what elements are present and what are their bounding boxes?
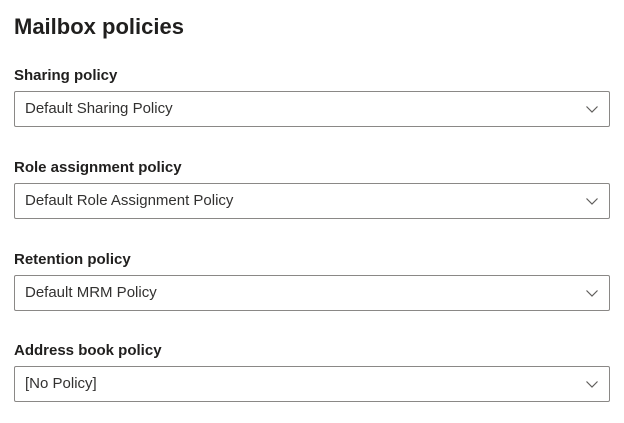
sharing-policy-label: Sharing policy	[14, 67, 118, 84]
role-assignment-policy-label: Role assignment policy	[14, 159, 182, 176]
retention-policy-label: Retention policy	[14, 251, 131, 268]
address-book-policy-value: [No Policy]	[25, 375, 97, 392]
role-assignment-policy-value: Default Role Assignment Policy	[25, 192, 234, 209]
address-book-policy-label: Address book policy	[14, 342, 162, 359]
chevron-down-icon	[585, 377, 599, 391]
chevron-down-icon	[585, 194, 599, 208]
retention-policy-value: Default MRM Policy	[25, 284, 157, 301]
sharing-policy-value: Default Sharing Policy	[25, 100, 173, 117]
page-title: Mailbox policies	[14, 14, 184, 39]
chevron-down-icon	[585, 102, 599, 116]
role-assignment-policy-dropdown[interactable]	[14, 183, 610, 219]
chevron-down-icon	[585, 286, 599, 300]
address-book-policy-dropdown[interactable]	[14, 366, 610, 402]
retention-policy-dropdown[interactable]	[14, 275, 610, 311]
sharing-policy-dropdown[interactable]	[14, 91, 610, 127]
